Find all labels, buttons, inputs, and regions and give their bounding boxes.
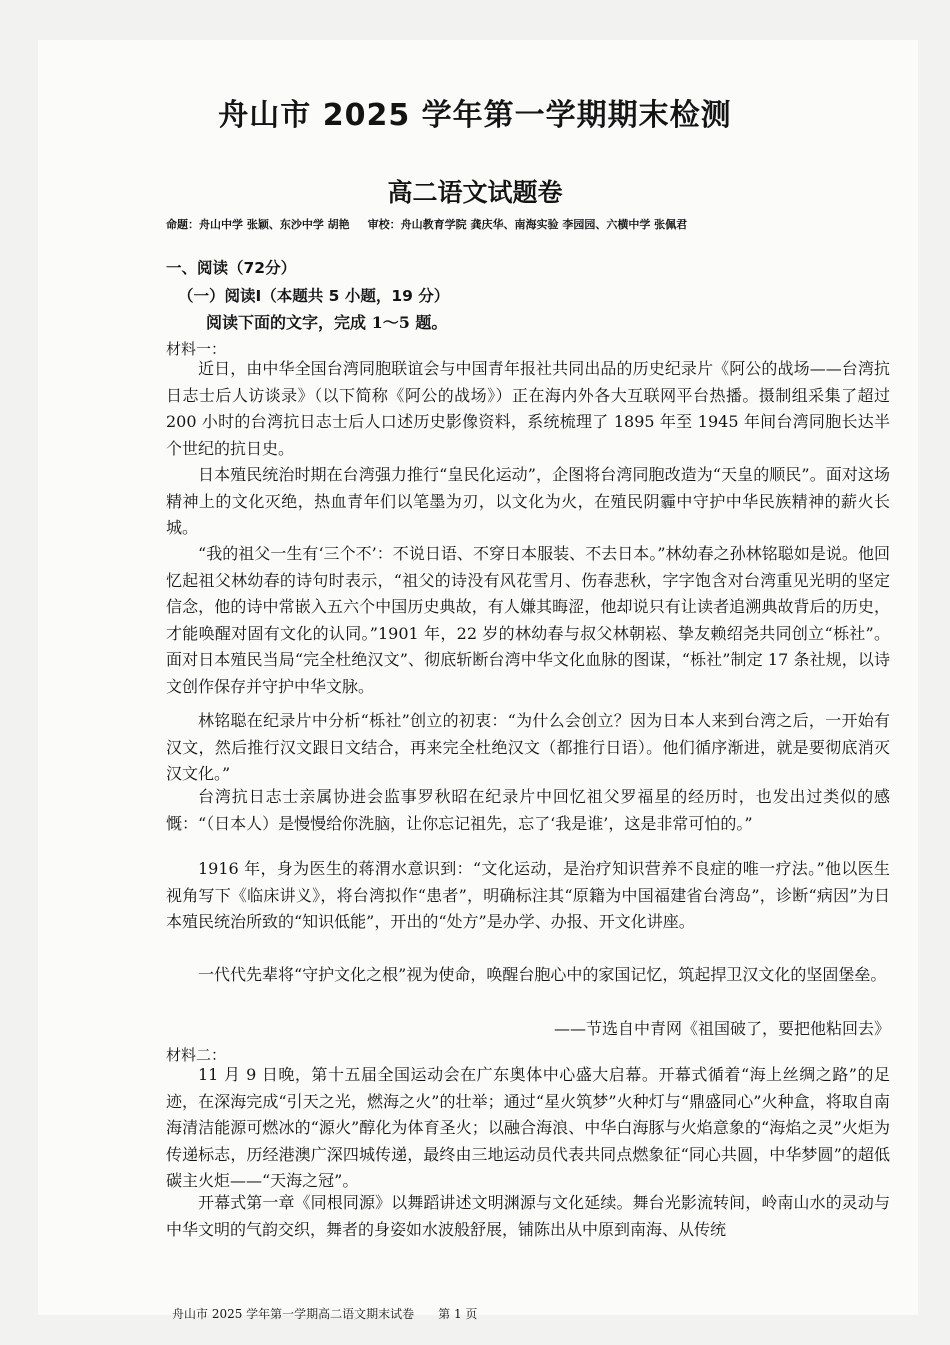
material1-paragraph: 一代代先辈将“守护文化之根”视为使命，唤醒台胞心中的家国记忆，筑起捍卫汉文化的坚固堡垒。 [198,965,887,984]
footer-page-number: 第 1 页 [438,1307,478,1321]
page-footer [172,1305,477,1322]
credits-reviewers: 审校：舟山教育学院 龚庆华、南海实验 李园园、六横中学 张佩君 [367,218,688,231]
material1-paragraph: 近日，由中华全国台湾同胞联谊会与中国青年报社共同出品的历史纪录片《阿公的战场——台湾抗日志士后人访谈录》（以下简称《阿公的战场》）正在海内外各大互联网平台热播。摄制组采集了超过 200 小时的台湾抗日志士后人口述历史影像资料，系统梳理了 1895 年至 1945 年间台湾同胞长达半个世纪的抗日史。 [166,359,890,458]
reading-instruction: 阅读下面的文字，完成 1～5 题。 [206,313,448,332]
material2-label: 材料二： [166,1046,227,1064]
material1-paragraph: 1916 年，身为医生的蒋渭水意识到：“文化运动，是治疗知识营养不良症的唯一疗法。”他以医生视角写下《临床讲义》，将台湾拟作“患者”，明确标注其“原籍为中国福建省台湾岛”，诊断“病因”为日本殖民统治所致的“知识低能”，开出的“处方”是办学、办报、开文化讲座。 [166,859,890,931]
material1-label: 材料一： [166,340,227,358]
exam-credits [166,216,886,232]
material1-paragraph: “我的祖父一生有‘三个不’：不说日语、不穿日本服装、不去日本。”林幼春之孙林铭聪如是说。他回忆起祖父林幼春的诗句时表示，“祖父的诗没有风花雪月、伤春悲秋，字字饱含对台湾重见光明的坚定信念，他的诗中常嵌入五六个中国历史典故，有人嫌其晦涩，他却说只有让读者追溯典故背后的历史，才能唤醒对固有文化的认同。”1901 年，22 岁的林幼春与叔父林朝崧、挚友赖绍尧共同创立“栎社”。面对日本殖民当局“完全杜绝汉文”、彻底斩断台湾中华文化血脉的图谋，“栎社”制定 17 条社规，以诗文创作保存并守护中华文脉。 [166,544,890,696]
exam-subtitle: 高二语文试题卷 [387,178,563,207]
material2-paragraph: 开幕式第一章《同根同源》以舞蹈讲述文明渊源与文化延续。舞台光影流转间，岭南山水的灵动与中华文明的气韵交织，舞者的身姿如水波般舒展，铺陈出从中原到南海、从传统 [166,1193,890,1239]
section-heading: 一、阅读（72分） [166,259,297,277]
footer-exam-name: 舟山市 2025 学年第一学期高二语文期末试卷 [172,1307,415,1321]
material2-paragraph: 11 月 9 日晚，第十五届全国运动会在广东奥体中心盛大启幕。开幕式循着“海上丝绸之路”的足迹，在深海完成“引天之光，燃海之火”的壮举；通过“星火筑梦”火种灯与“鼎盛同心”火种盒，将取自南海清洁能源可燃冰的“源火”醇化为体育圣火；以融合海浪、中华白海豚与火焰意象的“海焰之灵”火炬为传递标志，历经港澳广深四城传递，最终由三地运动员代表共同点燃象征“同心共圆，中华梦圆”的超低碳主火炬——“天海之冠”。 [166,1065,890,1190]
exam-title: 舟山市 2025 学年第一学期期末检测 [218,98,732,133]
section-subheading: （一）阅读Ⅰ（本题共 5 小题，19 分） [178,287,450,305]
material1-paragraph: 台湾抗日志士亲属协进会监事罗秋昭在纪录片中回忆祖父罗福星的经历时，也发出过类似的感慨：“（日本人）是慢慢给你洗脑，让你忘记祖先，忘了‘我是谁’，这是非常可怕的。” [166,787,890,833]
material1-source: ——节选自中青网《祖国破了，要把他粘回去》 [553,1019,890,1038]
credits-authors: 命题：舟山中学 张颖、东沙中学 胡艳 [166,218,350,231]
material1-paragraph: 日本殖民统治时期在台湾强力推行“皇民化运动”，企图将台湾同胞改造为“天皇的顺民”。面对这场精神上的文化灭绝，热血青年们以笔墨为刃，以文化为火，在殖民阴霾中守护中华民族精神的薪火长城。 [166,465,890,537]
material1-paragraph: 林铭聪在纪录片中分析“栎社”创立的初衷：“为什么会创立？因为日本人来到台湾之后，一开始有汉文，然后推行汉文跟日文结合，再来完全杜绝汉文（都推行日语）。他们循序渐进，就是要彻底消灭汉文化。” [166,711,890,783]
